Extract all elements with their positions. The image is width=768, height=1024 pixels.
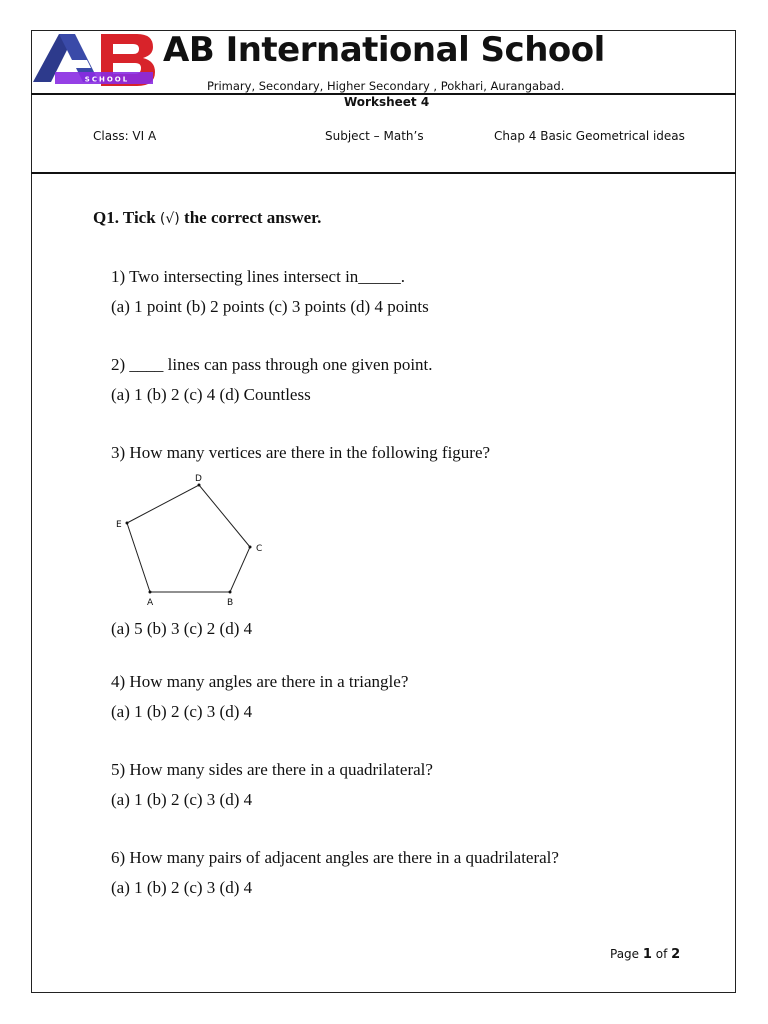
vertex-label-c: C bbox=[256, 544, 263, 554]
school-address: Primary, Secondary, Higher Secondary , Pokhari, Aurangabad. bbox=[207, 79, 565, 93]
question-3-text: 3) How many vertices are there in the following figure? bbox=[111, 443, 491, 462]
heading-prefix: Q1. Tick bbox=[93, 208, 156, 227]
question-5-options: (a) 1 (b) 2 (c) 3 (d) 4 bbox=[111, 790, 253, 809]
question-2-options: (a) 1 (b) 2 (c) 4 (d) Countless bbox=[111, 385, 311, 404]
page-total: 2 bbox=[671, 947, 681, 962]
header-rule-bottom bbox=[31, 172, 736, 174]
pentagon-figure bbox=[110, 470, 275, 610]
heading-suffix: the correct answer. bbox=[184, 208, 322, 227]
question-4-text: 4) How many angles are there in a triangle? bbox=[111, 672, 409, 691]
vertex-label-a: A bbox=[147, 598, 154, 608]
page-footer bbox=[610, 947, 680, 962]
chapter-label: Chap 4 Basic Geometrical ideas bbox=[494, 129, 685, 143]
question-heading bbox=[93, 208, 321, 228]
question-3-options: (a) 5 (b) 3 (c) 2 (d) 4 bbox=[111, 619, 253, 638]
page-word: Page bbox=[610, 947, 640, 961]
school-name: AB International School bbox=[163, 30, 605, 70]
vertex-label-b: B bbox=[227, 598, 234, 608]
question-1-options: (a) 1 point (b) 2 points (c) 3 points (d) 4 points bbox=[111, 297, 429, 316]
vertex-label-d: D bbox=[195, 474, 202, 484]
tick-mark: (√) bbox=[159, 211, 180, 227]
subject-label: Subject – Math’s bbox=[325, 129, 424, 143]
of-word: of bbox=[655, 947, 668, 961]
question-2-text: 2) ____ lines can pass through one given point. bbox=[111, 355, 433, 374]
class-label: Class: VI A bbox=[93, 129, 157, 143]
vertex-label-e: E bbox=[116, 520, 122, 530]
school-logo bbox=[33, 30, 155, 88]
worksheet-title: Worksheet 4 bbox=[344, 95, 430, 109]
page-number: 1 bbox=[642, 947, 652, 962]
question-1-text: 1) Two intersecting lines intersect in_____. bbox=[111, 267, 406, 286]
logo-subtext: SCHOOL bbox=[84, 75, 130, 84]
question-6-text: 6) How many pairs of adjacent angles are there in a quadrilateral? bbox=[111, 848, 559, 867]
question-6-options: (a) 1 (b) 2 (c) 3 (d) 4 bbox=[111, 878, 253, 897]
question-4-options: (a) 1 (b) 2 (c) 3 (d) 4 bbox=[111, 702, 253, 721]
question-5-text: 5) How many sides are there in a quadrilateral? bbox=[111, 760, 433, 779]
